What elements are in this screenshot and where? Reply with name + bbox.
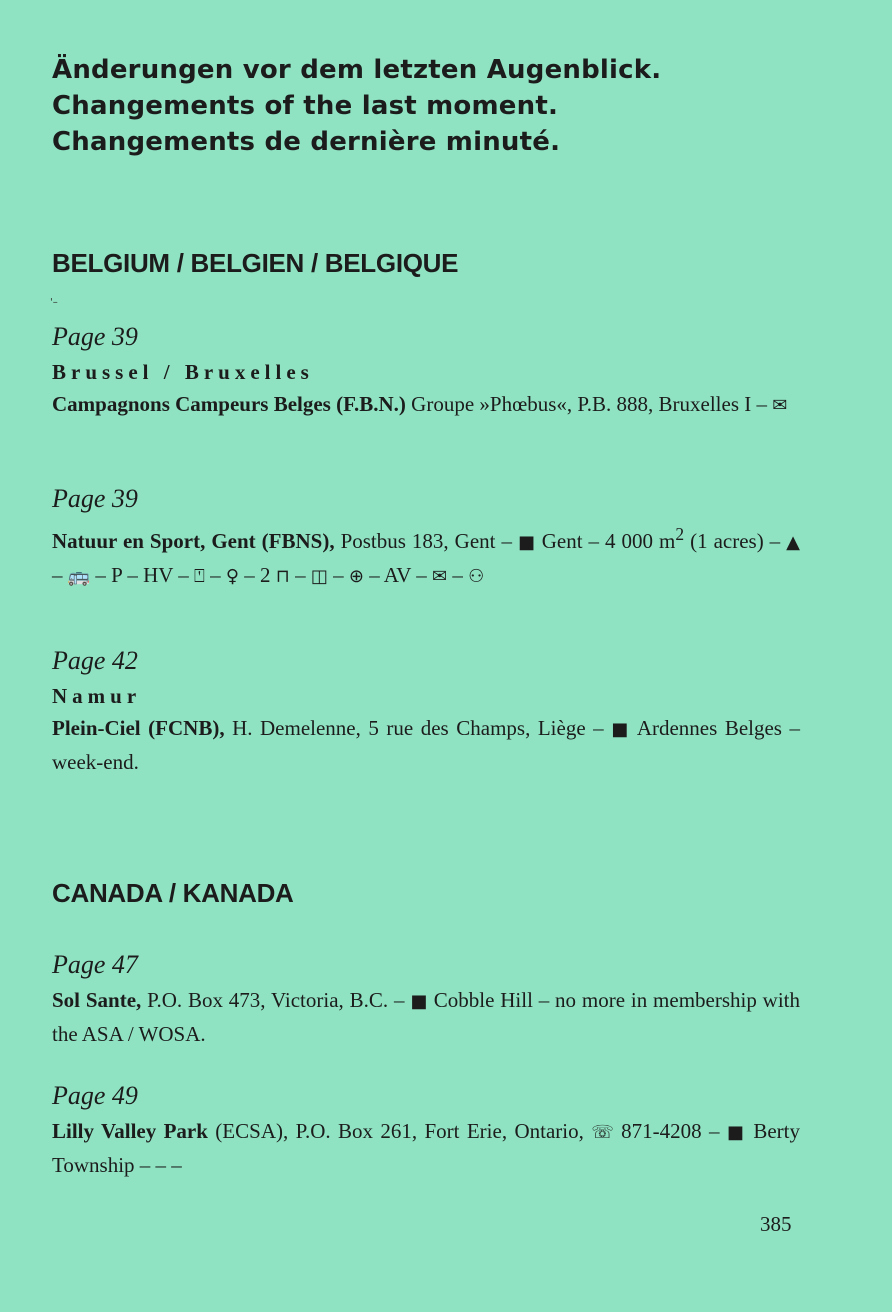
entry-text	[52, 518, 800, 593]
black-square-icon: ■	[410, 991, 428, 1012]
heading-english: Changements of the last moment.	[52, 91, 559, 121]
page-reference: Page 49	[52, 1081, 138, 1110]
entry-brussels	[52, 320, 800, 422]
entry-detail: H. Demelenne, 5 rue des Champs, Liège –	[224, 716, 612, 740]
entry-detail: –	[447, 563, 469, 587]
entry-detail: (1 acres) –	[684, 529, 787, 553]
shower-icon: ⍞	[194, 566, 205, 587]
entry-victoria	[52, 948, 800, 1050]
page-reference: Page 42	[52, 646, 138, 675]
black-square-icon: ■	[611, 719, 631, 740]
entry-detail: –	[327, 563, 349, 587]
entry-detail: – P – HV –	[90, 563, 195, 587]
page-heading	[52, 52, 661, 160]
page-reference: Page 39	[52, 484, 138, 513]
city-name: Namur	[52, 684, 142, 708]
entry-detail: (ECSA), P.O. Box 261, Fort Erie, Ontario,	[207, 1119, 592, 1143]
club-name: Lilly Valley Park	[52, 1119, 208, 1143]
club-name: Campagnons Campeurs Belges (F.B.N.)	[52, 392, 406, 416]
caravan-icon: 🚌	[67, 566, 91, 587]
entry-detail: Groupe »Phœbus«, P.B. 888, Bruxelles I –	[405, 392, 773, 416]
cabin-icon: ◫	[310, 566, 328, 587]
country-title-belgium: BELGIUM / BELGIEN / BELGIQUE	[52, 248, 459, 278]
entry-detail: –	[204, 563, 226, 587]
tent-icon: ▲	[786, 532, 801, 553]
entry-text	[52, 712, 800, 778]
envelope-icon: ✉	[432, 566, 448, 587]
entry-detail: P.O. Box 473, Victoria, B.C. –	[141, 988, 411, 1012]
page-number: 385	[760, 1212, 792, 1236]
entry-detail: – 2	[239, 563, 276, 587]
family-icon: ⚇	[468, 566, 485, 587]
entry-text	[52, 388, 800, 422]
entry-detail: – AV –	[363, 563, 433, 587]
entry-detail: Ardennes Belges – week-end.	[52, 716, 800, 774]
entry-text	[52, 1115, 800, 1181]
club-name: Sol Sante,	[52, 988, 142, 1012]
club-name: Natuur en Sport, Gent (FBNS),	[52, 529, 335, 553]
ink-speck: '–	[50, 297, 58, 308]
envelope-icon: ✉	[772, 395, 788, 416]
black-square-icon: ■	[517, 532, 536, 553]
toilet-icon: ⊓	[275, 566, 290, 587]
heading-french: Changements de dernière minuté.	[52, 127, 561, 157]
entry-detail: Cobble Hill – no more in membership with the ASA / WOSA.	[52, 988, 801, 1046]
entry-namur	[52, 644, 800, 778]
water-tap-icon: ♀	[225, 566, 240, 587]
page-reference: Page 47	[52, 950, 138, 979]
telephone-icon: ☏	[591, 1122, 614, 1143]
entry-detail: –	[289, 563, 311, 587]
city-name: Brussel / Bruxelles	[52, 360, 314, 384]
page-reference: Page 39	[52, 322, 138, 351]
entry-detail: –	[52, 563, 68, 587]
entry-detail: Postbus 183, Gent –	[334, 529, 518, 553]
heading-german: Änderungen vor dem letzten Augenblick.	[52, 55, 662, 85]
entry-detail: Berty Township – – –	[52, 1119, 801, 1177]
entry-detail: Gent – 4 000 m	[535, 529, 676, 553]
country-title-canada: CANADA / KANADA	[52, 878, 294, 908]
superscript: 2	[675, 524, 685, 544]
first-aid-icon: ⊕	[348, 566, 364, 587]
entry-gent	[52, 482, 800, 593]
entry-detail: 871-4208 –	[613, 1119, 727, 1143]
entry-text	[52, 984, 800, 1050]
entry-fort-erie	[52, 1079, 800, 1181]
black-square-icon: ■	[726, 1122, 746, 1143]
club-name: Plein-Ciel (FCNB),	[52, 716, 225, 740]
